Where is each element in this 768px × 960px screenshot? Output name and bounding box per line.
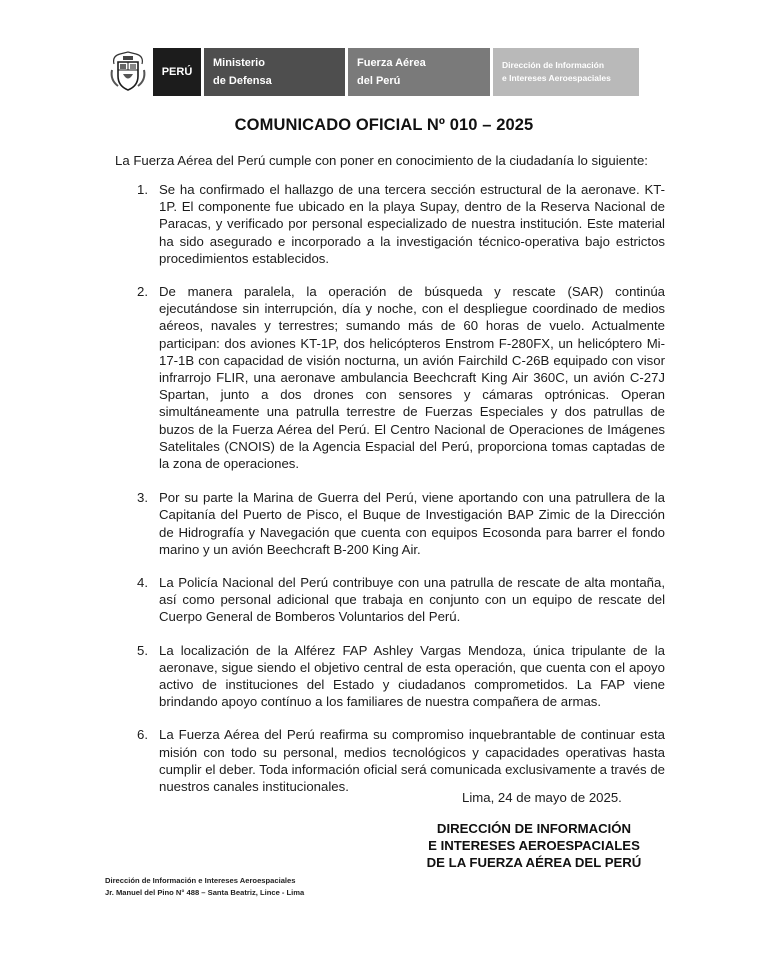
- item-number: 4.: [137, 575, 148, 591]
- signature-line-1: DIRECCIÓN DE INFORMACIÓN: [436, 821, 632, 836]
- list-item: [115, 489, 665, 558]
- peru-label-block: [153, 48, 201, 96]
- item-number: 6.: [137, 727, 148, 743]
- list-item: [115, 574, 665, 626]
- directorate-line-1: Dirección de Información: [502, 60, 605, 70]
- ministry-block: [204, 48, 345, 96]
- signature-line-2: E INTERESES AEROESPACIALES: [428, 838, 640, 853]
- item-number: 1.: [137, 182, 148, 197]
- footer-line-1: Dirección de Información e Intereses Aeroespaciales: [105, 876, 296, 885]
- air-force-line-1: Fuerza Aérea: [357, 57, 426, 69]
- signature-line-3: DE LA FUERZA AÉREA DEL PERÚ: [426, 855, 642, 870]
- ministry-line-2: de Defensa: [213, 75, 272, 87]
- item-text: Se ha confirmado el hallazgo de una tercera sección estructural de la aeronave. KT-1P. El componente fue ubicado en la playa Supay, dentro de la Reserva Nacional de Paracas, y verificado por personal especializado de nuestra institución. Este material ha sido asegurado e incorporado a la investigación técnico-operativa bajo estrictos procedimientos establecidos.: [159, 182, 665, 266]
- list-item: [115, 726, 665, 795]
- item-number: 2.: [137, 284, 148, 300]
- item-text: De manera paralela, la operación de búsqueda y rescate (SAR) continúa ejecutándose sin interrupción, día y noche, con el despliegue coordinado de medios aéreos, navales y terrestres; sumando más de 60 horas de vuelo. Actualmente participan: dos aviones KT-1P, dos helicópteros Enstrom F-280FX, un helicóptero Mi-17-1B con capacidad de visión nocturna, un avión Fairchild C-26B equipado con visor infrarrojo FLIR, una aeronave ambulancia Beechcraft King Air 360C, un avión C-27J Spartan, junto a dos drones con sensores y cámaras optrónicas. Operan simultáneamente una patrulla terrestre de Fuerzas Especiales y dos patrullas de buzos de la Fuerza Aérea del Perú. El Centro Nacional de Operaciones de Imágenes Satelitales (CNOIS) de la Agencia Espacial del Perú, proporciona tomas captadas de la zona de operaciones.: [159, 284, 665, 472]
- intro-paragraph: La Fuerza Aérea del Perú cumple con poner en conocimiento de la ciudadanía lo siguiente:: [115, 153, 648, 168]
- document-title: COMUNICADO OFICIAL Nº 010 – 2025: [234, 116, 534, 134]
- item-text: La Policía Nacional del Perú contribuye con una patrulla de rescate de alta montaña, así como personal adicional que trabaja en conjunto con un equipo de rescate del Cuerpo General de Bomberos Voluntarios del Perú.: [159, 575, 665, 625]
- date-line: Lima, 24 de mayo de 2025.: [462, 790, 622, 805]
- air-force-line-2: del Perú: [357, 75, 401, 87]
- directorate-block: [493, 48, 639, 96]
- footer-line-2: Jr. Manuel del Pino N° 488 – Santa Beatriz, Lince - Lima: [105, 888, 305, 897]
- item-text: Por su parte la Marina de Guerra del Perú, viene aportando con una patrullera de la Capitanía del Puerto de Pisco, el Buque de Investigación BAP Zimic de la Dirección de Hidrografía y Navegación que cuenta con equipos Ecosonda para barrer el fondo marino y un avión Beechcraft B-200 King Air.: [159, 490, 665, 557]
- item-text: La Fuerza Aérea del Perú reafirma su compromiso inquebrantable de continuar esta misión con todo su personal, medios tecnológicos y capacidades operativas hasta cumplir el deber. Toda información oficial será comunicada exclusivamente a través de nuestros canales institucionales.: [159, 727, 665, 795]
- list-item: [115, 642, 665, 711]
- footer-address: [105, 875, 304, 899]
- list-item: [115, 181, 665, 267]
- signature-block: [410, 820, 658, 871]
- peru-label: PERÚ: [161, 66, 193, 78]
- institutional-header: [103, 48, 639, 96]
- ministry-line-1: Ministerio: [213, 57, 265, 69]
- item-text: La localización de la Alférez FAP Ashley Vargas Mendoza, única tripulante de la aeronave, sigue siendo el objetivo central de esta operación, que cuenta con el apoyo activo de instituciones del Estado y ciudadanos comprometidos. La FAP viene brindando apoyo contínuo a los familiares de nuestra compañera de armas.: [159, 642, 665, 710]
- list-item: [115, 283, 665, 472]
- item-number: 3.: [137, 490, 148, 506]
- item-number: 5.: [137, 642, 148, 658]
- air-force-block: [348, 48, 490, 96]
- directorate-line-2: e Intereses Aeroespaciales: [502, 73, 611, 83]
- coat-of-arms-icon: [103, 48, 153, 96]
- numbered-list: [115, 181, 665, 795]
